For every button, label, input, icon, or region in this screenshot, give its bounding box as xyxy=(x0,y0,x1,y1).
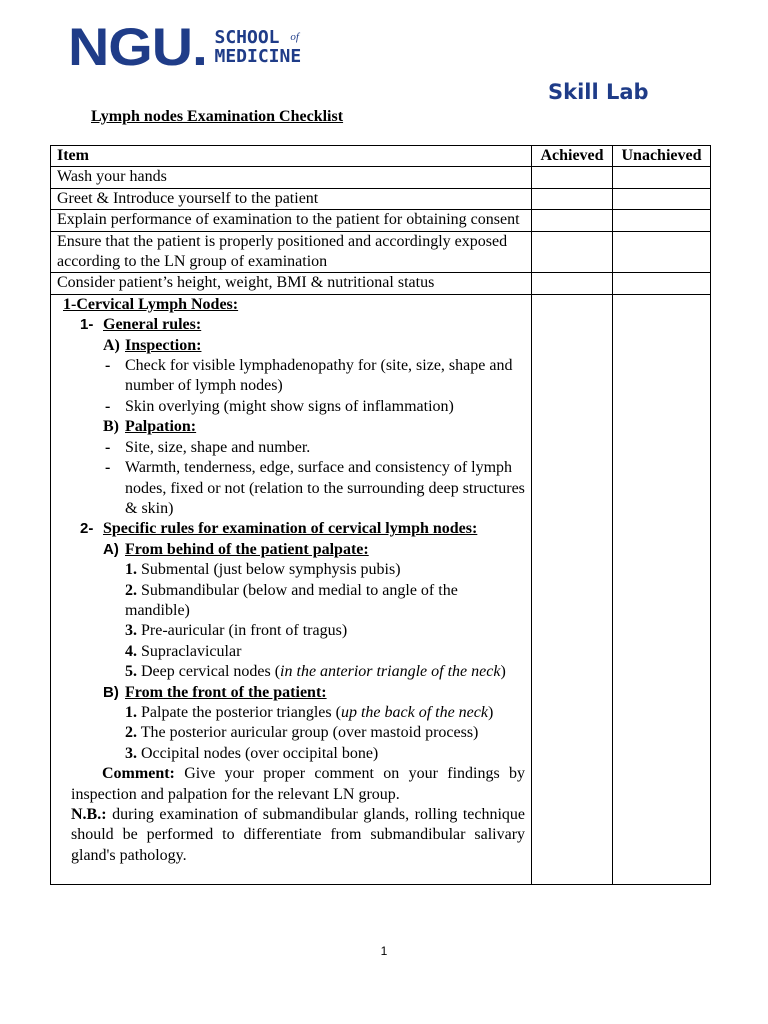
list-item: 3. Occipital nodes (over occipital bone) xyxy=(125,744,379,762)
table-row-cervical xyxy=(51,294,711,884)
header-item: Item xyxy=(51,146,532,167)
comment-text: Give your proper comment on your findings by inspection and palpation for the relevant LN group. xyxy=(71,765,526,803)
nb-paragraph xyxy=(57,805,525,866)
palpation-heading xyxy=(57,417,525,437)
cervical-heading: 1-Cervical Lymph Nodes: xyxy=(63,295,239,313)
nb-text: during examination of submandibular glands, rolling technique should be performed to differentiate from submandibular salivary gland's pathology. xyxy=(71,806,526,864)
from-front-marker: B) xyxy=(103,683,119,701)
unachieved-cell[interactable] xyxy=(613,294,711,884)
unachieved-cell[interactable] xyxy=(613,167,711,188)
list-item: - Check for visible lymphadenopathy for (site, size, shape and number of lymph nodes) xyxy=(105,357,513,395)
row-item: Consider patient’s height, weight, BMI & nutritional status xyxy=(51,273,532,294)
achieved-cell[interactable] xyxy=(532,273,613,294)
unachieved-cell[interactable] xyxy=(613,231,711,273)
checklist-table xyxy=(50,145,711,885)
table-row xyxy=(51,273,711,294)
palpation-marker: B) xyxy=(103,418,119,436)
list-item: - Site, size, shape and number. xyxy=(105,438,311,456)
from-behind-label: From behind of the patient palpate: xyxy=(125,540,369,558)
logo-medicine-word: MEDICINE xyxy=(214,46,302,67)
list-item: 1. Submental (just below symphysis pubis) xyxy=(125,561,401,579)
logo-of-word: of xyxy=(290,31,299,43)
unachieved-cell[interactable] xyxy=(613,210,711,231)
row-item: Explain performance of examination to the patient for obtaining consent xyxy=(51,210,532,231)
palpation-label: Palpation: xyxy=(125,418,197,436)
from-front-label: From the front of the patient: xyxy=(125,683,327,701)
skill-lab-heading: Skill Lab xyxy=(548,80,649,104)
inspection-label: Inspection: xyxy=(125,336,202,354)
from-front-heading xyxy=(57,683,525,703)
cervical-section xyxy=(51,294,532,884)
row-item: Wash your hands xyxy=(51,167,532,188)
nb-label: N.B.: xyxy=(71,806,107,823)
achieved-cell[interactable] xyxy=(532,231,613,273)
list-item: - Warmth, tenderness, edge, surface and consistency of lymph nodes, fixed or not (relation to the surrounding deep structures & skin) xyxy=(105,459,525,517)
list-item: - Skin overlying (might show signs of inflammation) xyxy=(105,397,454,415)
list-item: 2. The posterior auricular group (over mastoid process) xyxy=(125,724,479,742)
unachieved-cell[interactable] xyxy=(613,273,711,294)
header-achieved: Achieved xyxy=(532,146,613,167)
list-item: 1. Palpate the posterior triangles (up the back of the neck) xyxy=(125,703,494,721)
list-item: 3. Pre-auricular (in front of tragus) xyxy=(125,622,348,640)
header-unachieved: Unachieved xyxy=(613,146,711,167)
general-rules-marker: 1- xyxy=(80,316,94,334)
list-item: 4. Supraclavicular xyxy=(125,642,242,660)
from-behind-marker: A) xyxy=(103,540,119,558)
achieved-cell[interactable] xyxy=(532,188,613,209)
page-number: 1 xyxy=(380,944,388,958)
inspection-heading xyxy=(57,336,525,356)
logo-school-text xyxy=(215,28,302,66)
specific-rules-label: Specific rules for examination of cervical lymph nodes: xyxy=(103,520,478,538)
table-row xyxy=(51,231,711,273)
from-behind-heading xyxy=(57,540,525,560)
school-logo xyxy=(68,18,302,77)
table-row xyxy=(51,188,711,209)
general-rules-heading xyxy=(57,315,525,335)
inspection-marker: A) xyxy=(103,336,120,354)
list-item: 5. Deep cervical nodes (in the anterior triangle of the neck) xyxy=(125,663,506,681)
table-row xyxy=(51,210,711,231)
general-rules-label: General rules: xyxy=(103,316,202,334)
achieved-cell[interactable] xyxy=(532,294,613,884)
logo-ngu-text: NGU. xyxy=(68,18,207,77)
list-item: 2. Submandibular (below and medial to angle of the mandible) xyxy=(125,581,458,619)
table-header-row xyxy=(51,146,711,167)
logo-school-word: SCHOOL xyxy=(214,27,280,48)
achieved-cell[interactable] xyxy=(532,167,613,188)
comment-paragraph xyxy=(57,764,525,805)
specific-rules-marker: 2- xyxy=(80,520,94,538)
achieved-cell[interactable] xyxy=(532,210,613,231)
row-item: Ensure that the patient is properly positioned and accordingly exposed according to the LN group of examination xyxy=(51,231,532,273)
specific-rules-heading xyxy=(57,519,525,539)
row-item: Greet & Introduce yourself to the patient xyxy=(51,188,532,209)
unachieved-cell[interactable] xyxy=(613,188,711,209)
table-row xyxy=(51,167,711,188)
document-title: Lymph nodes Examination Checklist xyxy=(91,108,344,125)
comment-label: Comment: xyxy=(102,765,175,783)
